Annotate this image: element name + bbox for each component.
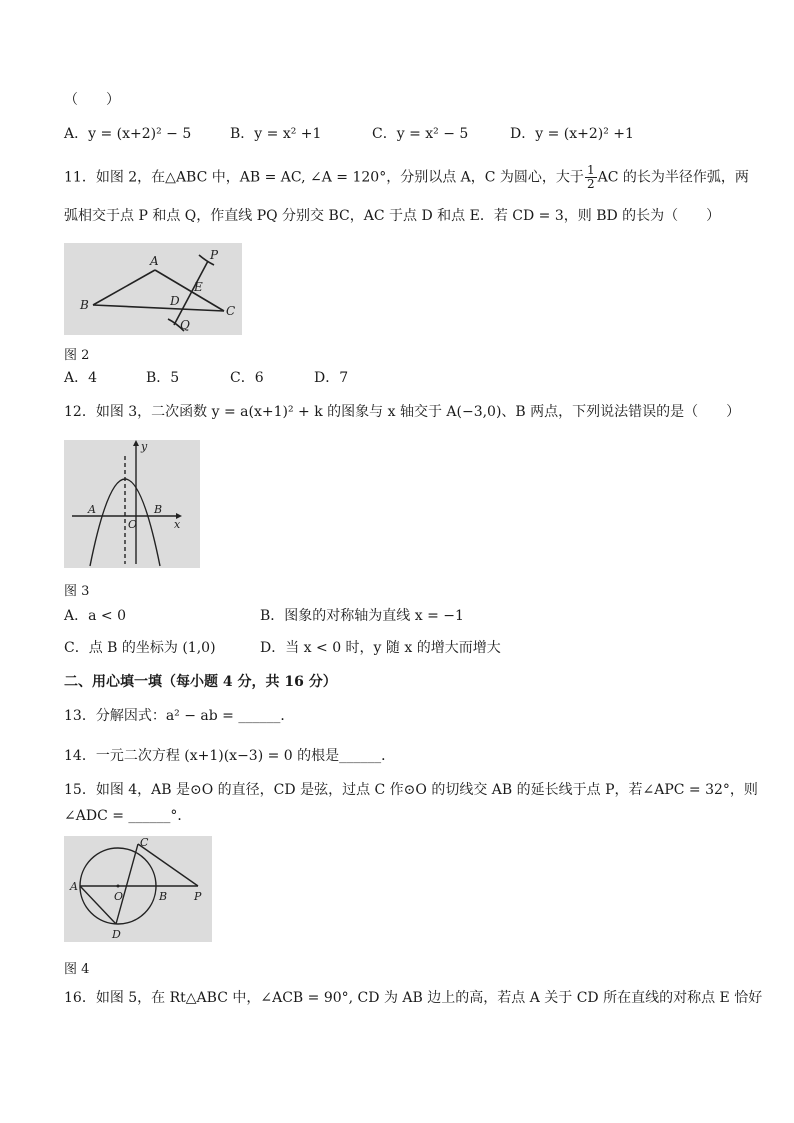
label-o: O <box>114 890 124 903</box>
segment-ab <box>93 270 155 305</box>
label-a: A <box>150 254 159 268</box>
q12-option-d: D．当 x < 0 时，y 随 x 的增大而增大 <box>260 640 501 656</box>
figure-3-graph <box>64 440 200 568</box>
segment-ac <box>155 270 224 311</box>
label-a: A <box>70 880 78 893</box>
label-p: P <box>194 890 202 903</box>
q11-option-b: B．5 <box>146 370 180 386</box>
q10-option-b: B．y = x² +1 <box>230 126 322 142</box>
q10-option-d: D．y = (x+2)² +1 <box>510 126 634 142</box>
chord-cd <box>116 844 138 924</box>
line-pq <box>174 261 208 325</box>
q10-option-a: A．y = (x+2)² − 5 <box>64 126 192 142</box>
label-q: Q <box>180 318 190 332</box>
q13-line: 13．分解因式：a² − ab = ______． <box>64 708 295 724</box>
q11-line1 <box>64 164 749 191</box>
label-c: C <box>140 836 149 849</box>
figure-3 <box>64 440 200 568</box>
label-d: D <box>170 294 180 308</box>
q11-frac-num: 1 <box>586 163 595 177</box>
y-arrow <box>133 440 139 446</box>
center-dot <box>117 885 120 888</box>
q12-option-c: C．点 B 的坐标为 (1,0) <box>64 640 216 656</box>
section-2-title: 二、用心填一填（每小题 4 分，共 16 分） <box>64 674 337 690</box>
figure-4 <box>64 836 212 942</box>
q10-option-c: C．y = x² − 5 <box>372 126 469 142</box>
figure-4-circle <box>64 836 212 942</box>
label-p: P <box>210 248 219 262</box>
label-b: B <box>154 503 163 516</box>
label-b: B <box>159 890 168 903</box>
label-d: D <box>112 928 121 941</box>
q11-frac-den: 2 <box>586 177 595 191</box>
figure-2-diagram <box>64 243 242 335</box>
q12-figure-caption: 图 3 <box>64 584 90 599</box>
q15-line2: ∠ADC = ______°． <box>64 808 192 824</box>
label-y: y <box>141 440 148 453</box>
q11-option-c: C．6 <box>230 370 264 386</box>
tangent-cp <box>138 844 198 886</box>
q15-line1: 15．如图 4，AB 是⊙O 的直径，CD 是弦，过点 C 作⊙O 的切线交 AB 的延长线于点 P，若∠APC = 32°，则 <box>64 782 758 798</box>
q12-line: 12．如图 3，二次函数 y = a(x+1)² + k 的图象与 x 轴交于 A(−3,0)、B 两点，下列说法错误的是（ ） <box>64 404 741 420</box>
label-o: O <box>128 518 138 531</box>
q16-line: 16．如图 5，在 Rt△ABC 中，∠ACB = 90°, CD 为 AB 边上的高，若点 A 关于 CD 所在直线的对称点 E 恰好 <box>64 990 763 1006</box>
q11-line1-a: 11．如图 2，在△ABC 中，AB = AC, ∠A = 120°，分别以点 A，C 为圆心，大于 <box>64 169 584 186</box>
q11-figure-caption: 图 2 <box>64 348 90 363</box>
q11-line1-b: AC 的长为半径作弧，两 <box>597 169 749 186</box>
label-c: C <box>226 304 236 318</box>
q12-option-b: B．图象的对称轴为直线 x = −1 <box>260 608 464 624</box>
q11-option-d: D．7 <box>314 370 349 386</box>
q11-line2: 弧相交于点 P 和点 Q，作直线 PQ 分别交 BC，AC 于点 D 和点 E．若 CD = 3，则 BD 的长为（ ） <box>64 208 721 224</box>
q14-line: 14．一元二次方程 (x+1)(x−3) = 0 的根是______． <box>64 748 396 764</box>
label-a: A <box>88 503 96 516</box>
figure-2 <box>64 243 242 335</box>
q10-bracket: （ ） <box>64 92 120 108</box>
q15-figure-caption: 图 4 <box>64 962 90 977</box>
q11-fraction <box>585 164 597 191</box>
segment-bc <box>93 305 224 311</box>
label-x: x <box>174 518 181 531</box>
label-e: E <box>194 280 203 294</box>
q12-option-a: A．a < 0 <box>64 608 126 624</box>
label-b: B <box>80 298 89 312</box>
q11-option-a: A．4 <box>64 370 98 386</box>
